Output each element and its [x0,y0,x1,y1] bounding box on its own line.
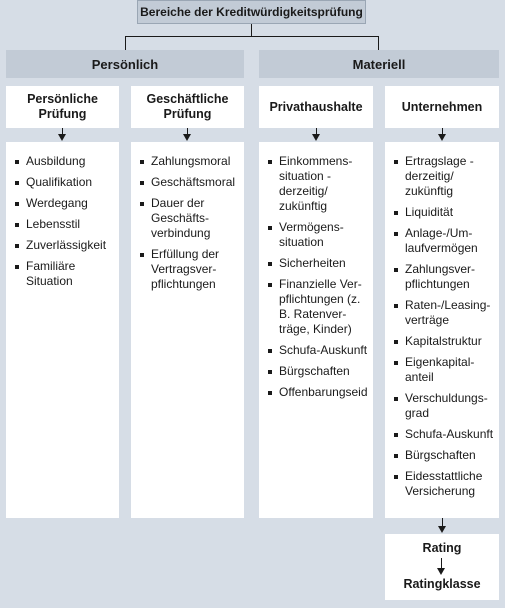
rating-box [385,534,499,600]
connector-line [125,36,379,37]
list-item: Sicherheiten [267,256,369,271]
rating-label: Rating [422,541,462,555]
list-item: Geschäftsmoral [139,175,240,190]
list-item: Schufa-Auskunft [267,343,369,358]
list-item: Kapitalstruktur [393,334,495,349]
connector-line [251,24,252,36]
band-persoenlich: Persönlich [6,50,244,78]
list-item: Vermögenssituation [267,220,369,250]
list-privathaushalte [259,142,373,518]
list-item: Eidesstattliche Versicherung [393,469,495,499]
criteria-list [6,142,119,289]
list-item: Eigenkapitalanteil [393,355,495,385]
arrow-head [58,134,66,141]
list-item: Verschuldungsgrad [393,391,495,421]
list-item: Liquidität [393,205,495,220]
list-item: Zuverlässigkeit [14,238,115,253]
list-item: Bürgschaften [267,364,369,379]
list-item: Schufa-Auskunft [393,427,495,442]
column-heading-geschaeftliche-pruefung: Geschäftliche Prüfung [131,86,244,128]
list-item: Offenbarungseid [267,385,369,400]
list-item: Dauer der Geschäftsverbindung [139,196,240,241]
list-item: Ausbildung [14,154,115,169]
list-persoenliche-pruefung [6,142,119,518]
list-item: Erfüllung der Vertragsverpflichtungen [139,247,240,292]
list-item: Werdegang [14,196,115,211]
list-item: Ertragslage - derzeitig/ zukünftig [393,154,495,199]
list-item: Zahlungsverpflichtungen [393,262,495,292]
list-item: Lebensstil [14,217,115,232]
list-item: Familiäre Situation [14,259,115,289]
connector-line [378,36,379,50]
connector-line [125,36,126,50]
band-materiell: Materiell [259,50,499,78]
arrow-head [312,134,320,141]
rating-class-label: Ratingklasse [403,577,481,591]
arrow-head [438,134,446,141]
list-unternehmen [385,142,499,518]
arrow-head [183,134,191,141]
arrow-head [438,526,446,533]
list-item: Zahlungsmoral [139,154,240,169]
criteria-list [385,142,499,499]
column-heading-unternehmen: Unternehmen [385,86,499,128]
list-item: Anlage-/Umlaufvermögen [393,226,495,256]
column-heading-persoenliche-pruefung: Persönliche Prüfung [6,86,119,128]
arrow-head [437,568,445,575]
list-item: Qualifikation [14,175,115,190]
column-heading-privathaushalte: Privathaushalte [259,86,373,128]
list-item: Finanzielle Verpflichtungen (z. B. Ratenverträge, Kinder) [267,277,369,337]
list-item: Einkommenssituation - derzeitig/ zukünftig [267,154,369,214]
diagram-title: Bereiche der Kreditwürdigkeitsprüfung [137,0,366,24]
list-geschaeftliche-pruefung [131,142,244,518]
criteria-list [131,142,244,292]
list-item: Raten-/Leasingverträge [393,298,495,328]
criteria-list [259,142,373,400]
list-item: Bürgschaften [393,448,495,463]
